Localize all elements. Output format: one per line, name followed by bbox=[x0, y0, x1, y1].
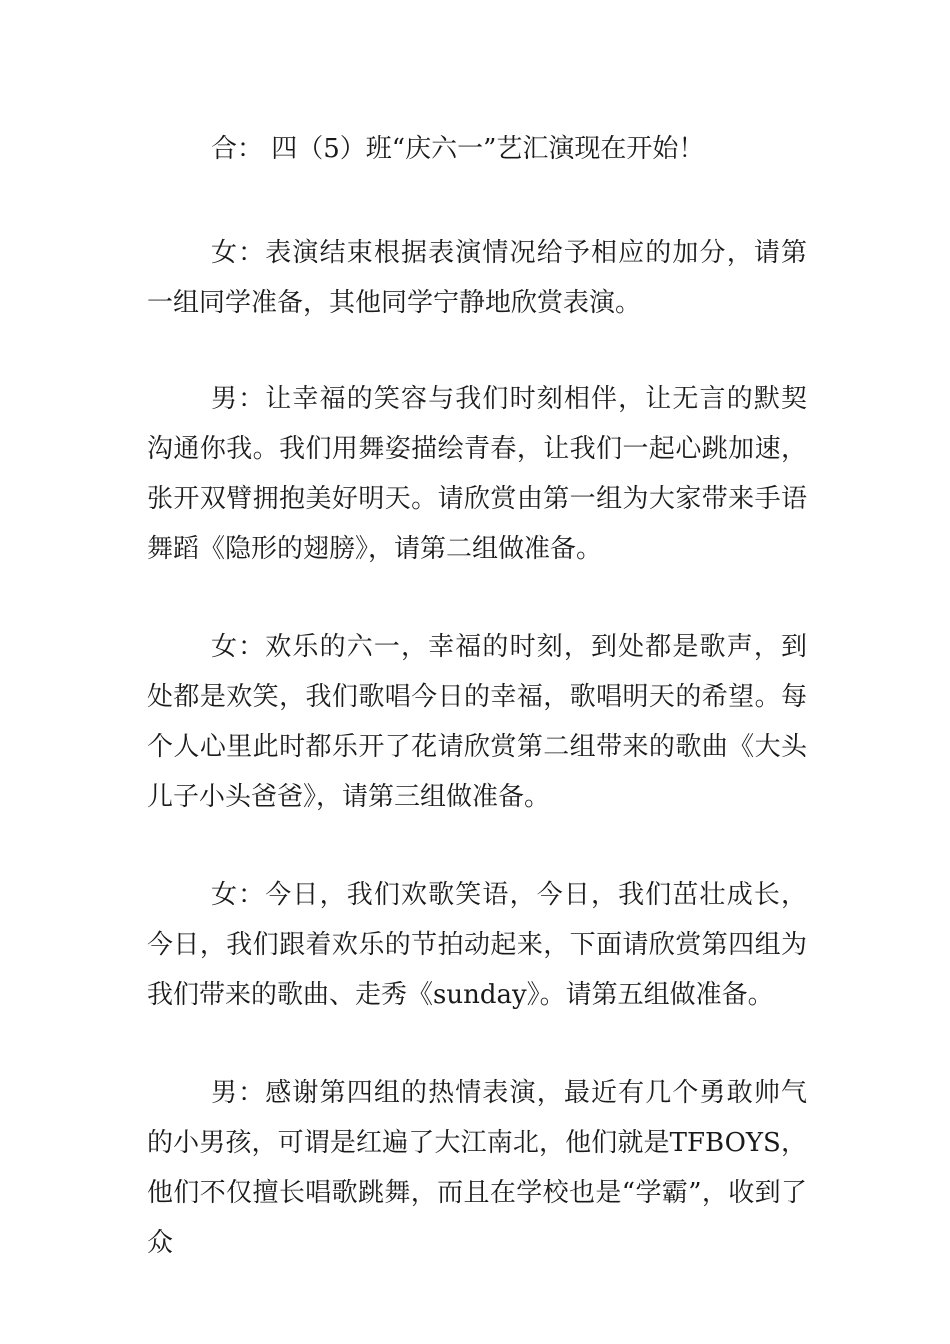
paragraph-male-host-2: 男：感谢第四组的热情表演，最近有几个勇敢帅气的小男孩，可谓是红遍了大江南北，他们就是TFBOYS，他们不仅擅长唱歌跳舞，而且在学校也是“学霸”，收到了众 bbox=[147, 1078, 807, 1258]
paragraph-male-host-1: 男：让幸福的笑容与我们时刻相伴，让无言的默契沟通你我。我们用舞姿描绘青春，让我们一起心跳加速，张开双臂拥抱美好明天。请欣赏由第一组为大家带来手语舞蹈《隐形的翅膀》，请第二组做准备。 bbox=[147, 384, 807, 564]
paragraph-female-host-2: 女：欢乐的六一，幸福的时刻，到处都是歌声，到处都是欢笑，我们歌唱今日的幸福，歌唱明天的希望。每个人心里此时都乐开了花请欣赏第二组带来的歌曲《大头儿子小头爸爸》，请第三组做准备。 bbox=[147, 632, 807, 812]
paragraph-opening: 合： 四（5）班“庆六一”艺汇演现在开始！ bbox=[211, 134, 705, 164]
paragraph-female-host-1: 女：表演结束根据表演情况给予相应的加分，请第一组同学准备，其他同学宁静地欣赏表演。 bbox=[147, 238, 807, 318]
paragraph-female-host-3: 女：今日，我们欢歌笑语，今日，我们茁壮成长，今日，我们跟着欢乐的节拍动起来，下面请欣赏第四组为我们带来的歌曲、走秀《sunday》。请第五组做准备。 bbox=[147, 880, 807, 1010]
